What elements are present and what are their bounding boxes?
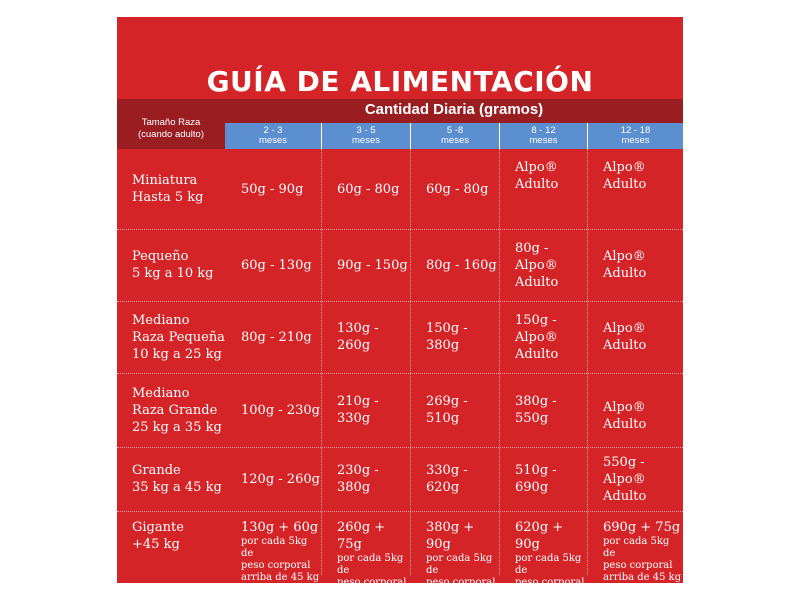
breed-size-label-line: +45 kg <box>132 537 180 552</box>
feeding-amount-cell <box>587 149 683 229</box>
feeding-amount-line: Alpo® <box>603 321 646 336</box>
feeding-amount-cell <box>410 447 499 511</box>
age-column-header <box>587 123 683 149</box>
feeding-amount-base: 620g + 90g <box>515 520 564 552</box>
feeding-amount-line: 80g - 210g <box>241 329 312 345</box>
breed-size-label-line: Hasta 5 kg <box>132 190 204 205</box>
feeding-amount-line: 60g - 80g <box>426 181 489 197</box>
feeding-amount-cell <box>225 511 321 583</box>
breed-size-header-line1: Tamaño Raza <box>141 117 201 128</box>
feeding-amount-note: peso corporal <box>337 577 407 588</box>
feeding-amount-line: Adulto <box>603 338 647 353</box>
breed-size-label-line: Raza Grande <box>132 402 218 418</box>
feeding-amount-cell <box>321 301 410 373</box>
breed-size-label-line: 25 kg a 35 kg <box>132 419 222 435</box>
feeding-amount-base: 380g + 90g <box>426 520 475 552</box>
breed-size-label <box>117 447 225 511</box>
feeding-amount-line: 380g - 550g <box>515 394 557 426</box>
feeding-amount-line: 80g - 160g <box>426 257 497 273</box>
feeding-amount-cell <box>321 149 410 229</box>
breed-size-label-line: 35 kg a 45 kg <box>132 480 222 495</box>
age-range: 3 - 5 <box>356 125 376 136</box>
feeding-amount-line: 100g - 230g <box>241 402 320 418</box>
feeding-amount-note: arriba de 45 kg <box>603 572 682 583</box>
feeding-amount-cell <box>587 511 683 583</box>
breed-size-label <box>117 301 225 373</box>
feeding-amount-line: Alpo® <box>603 400 646 415</box>
feeding-amount-note: por cada 5kg de <box>515 553 582 576</box>
age-range: 5 -8 <box>446 125 464 136</box>
feeding-amount-line: Adulto <box>603 266 647 281</box>
feeding-amount-line: Adulto <box>603 488 647 504</box>
feeding-amount-line: 550g - Alpo® <box>603 454 646 487</box>
feeding-amount-base: 130g + 60g <box>241 520 319 535</box>
age-unit: meses <box>352 135 380 146</box>
feeding-amount-note: arriba de 45 kg <box>426 589 489 612</box>
feeding-amount-line: Adulto <box>603 417 647 432</box>
feeding-amount-line: Adulto <box>603 177 647 192</box>
feeding-amount-cell <box>587 229 683 301</box>
feeding-amount-line: 50g - 90g <box>241 181 304 197</box>
breed-size-label-line: 10 kg a 25 kg <box>132 346 222 362</box>
breed-size-label-line: 5 kg a 10 kg <box>132 266 214 281</box>
breed-size-header-line2: (cuando adulto) <box>137 129 205 140</box>
row-divider <box>117 373 683 374</box>
breed-size-label-line: Mediano <box>132 385 190 401</box>
feeding-amount-cell <box>587 373 683 447</box>
age-column-header <box>225 123 321 149</box>
age-range: 8 - 12 <box>531 125 556 136</box>
feeding-amount-line: Adulto <box>515 274 559 290</box>
feeding-amount-cell <box>225 229 321 301</box>
row-divider <box>117 511 683 512</box>
feeding-guide-card <box>117 17 683 612</box>
row-divider <box>117 447 683 448</box>
feeding-amount-cell <box>225 149 321 229</box>
feeding-amount-cell <box>321 447 410 511</box>
page-title: GUÍA DE ALIMENTACIÓN <box>206 65 594 98</box>
age-unit: meses <box>441 135 469 146</box>
breed-size-label <box>117 229 225 301</box>
age-column-header <box>410 123 499 149</box>
breed-size-label <box>117 149 225 229</box>
age-column-header <box>321 123 410 149</box>
daily-amount-header: Cantidad Diaria (gramos) <box>364 101 544 118</box>
feeding-amount-line: 150g - Alpo® <box>515 312 558 345</box>
feeding-amount-cell <box>499 301 587 373</box>
age-unit: meses <box>621 135 650 146</box>
age-unit: meses <box>529 135 558 146</box>
feeding-amount-note: por cada 5kg de <box>603 536 670 559</box>
feeding-amount-line: 130g - 260g <box>337 321 379 353</box>
feeding-amount-note: peso corporal <box>426 577 496 588</box>
feeding-amount-cell <box>587 301 683 373</box>
feeding-amount-cell <box>321 373 410 447</box>
age-unit: meses <box>259 135 287 146</box>
feeding-amount-cell <box>225 447 321 511</box>
feeding-amount-cell <box>499 447 587 511</box>
age-range: 12 - 18 <box>620 125 651 136</box>
feeding-amount-cell <box>225 301 321 373</box>
breed-size-header <box>117 117 225 141</box>
row-divider <box>117 229 683 230</box>
feeding-amount-note: por cada 5kg de <box>337 553 404 576</box>
age-columns-header <box>225 123 683 149</box>
breed-size-label-line: Pequeño <box>132 249 189 264</box>
feeding-amount-line: Alpo® <box>603 160 646 175</box>
feeding-amount-line: 120g - 260g <box>241 471 320 487</box>
feeding-amount-cell <box>225 373 321 447</box>
breed-size-label-line: Grande <box>132 463 181 478</box>
feeding-amount-line: Adulto <box>515 177 559 192</box>
feeding-amount-line: 330g - 620g <box>426 463 468 495</box>
feeding-amount-line: Adulto <box>515 346 559 362</box>
feeding-amount-cell <box>499 149 587 229</box>
breed-size-label-line: Gigante <box>132 520 184 535</box>
feeding-amount-cell <box>410 229 499 301</box>
feeding-amount-cell <box>587 447 683 511</box>
feeding-amount-line: 150g - 380g <box>426 321 468 353</box>
breed-size-label-line: Raza Pequeña <box>132 329 225 345</box>
feeding-amount-note: peso corporal <box>241 560 311 571</box>
feeding-amount-note: arriba de 45 kg <box>337 589 400 612</box>
feeding-amount-line: Alpo® <box>515 160 558 175</box>
feeding-amount-cell <box>499 511 587 612</box>
feeding-amount-note: arriba de 45 kg <box>241 572 320 583</box>
breed-size-label <box>117 511 225 583</box>
feeding-amount-note: arriba de 45 kg <box>515 589 578 612</box>
feeding-amount-line: 269g - 510g <box>426 394 468 426</box>
breed-size-label <box>117 373 225 447</box>
feeding-amount-line: Alpo® <box>603 249 646 264</box>
feeding-amount-cell <box>321 511 410 612</box>
feeding-amount-cell <box>410 511 499 612</box>
feeding-amount-cell <box>410 149 499 229</box>
feeding-amount-note: peso corporal <box>603 560 673 571</box>
feeding-amount-base: 260g + 75g <box>337 520 386 552</box>
feeding-amount-base: 690g + 75g <box>603 520 681 535</box>
feeding-amount-line: 210g - 330g <box>337 394 379 426</box>
feeding-amount-cell <box>410 373 499 447</box>
feeding-amount-cell <box>410 301 499 373</box>
feeding-amount-line: 230g - 380g <box>337 463 379 495</box>
age-range: 2 - 3 <box>263 125 283 136</box>
feeding-amount-line: 60g - 80g <box>337 181 400 197</box>
feeding-amount-cell <box>499 229 587 301</box>
feeding-amount-note: por cada 5kg de <box>241 536 308 559</box>
breed-size-label-line: Mediano <box>132 312 190 328</box>
row-divider <box>117 301 683 302</box>
feeding-amount-note: peso corporal <box>515 577 585 588</box>
feeding-amount-line: 80g - Alpo® <box>515 240 558 273</box>
feeding-amount-line: 90g - 150g <box>337 257 408 273</box>
feeding-amount-cell <box>499 373 587 447</box>
feeding-amount-line: 510g - 690g <box>515 463 557 495</box>
age-column-header <box>499 123 587 149</box>
feeding-amount-cell <box>321 229 410 301</box>
feeding-amount-note: por cada 5kg de <box>426 553 493 576</box>
breed-size-label-line: Miniatura <box>132 173 198 188</box>
feeding-amount-line: 60g - 130g <box>241 257 312 273</box>
